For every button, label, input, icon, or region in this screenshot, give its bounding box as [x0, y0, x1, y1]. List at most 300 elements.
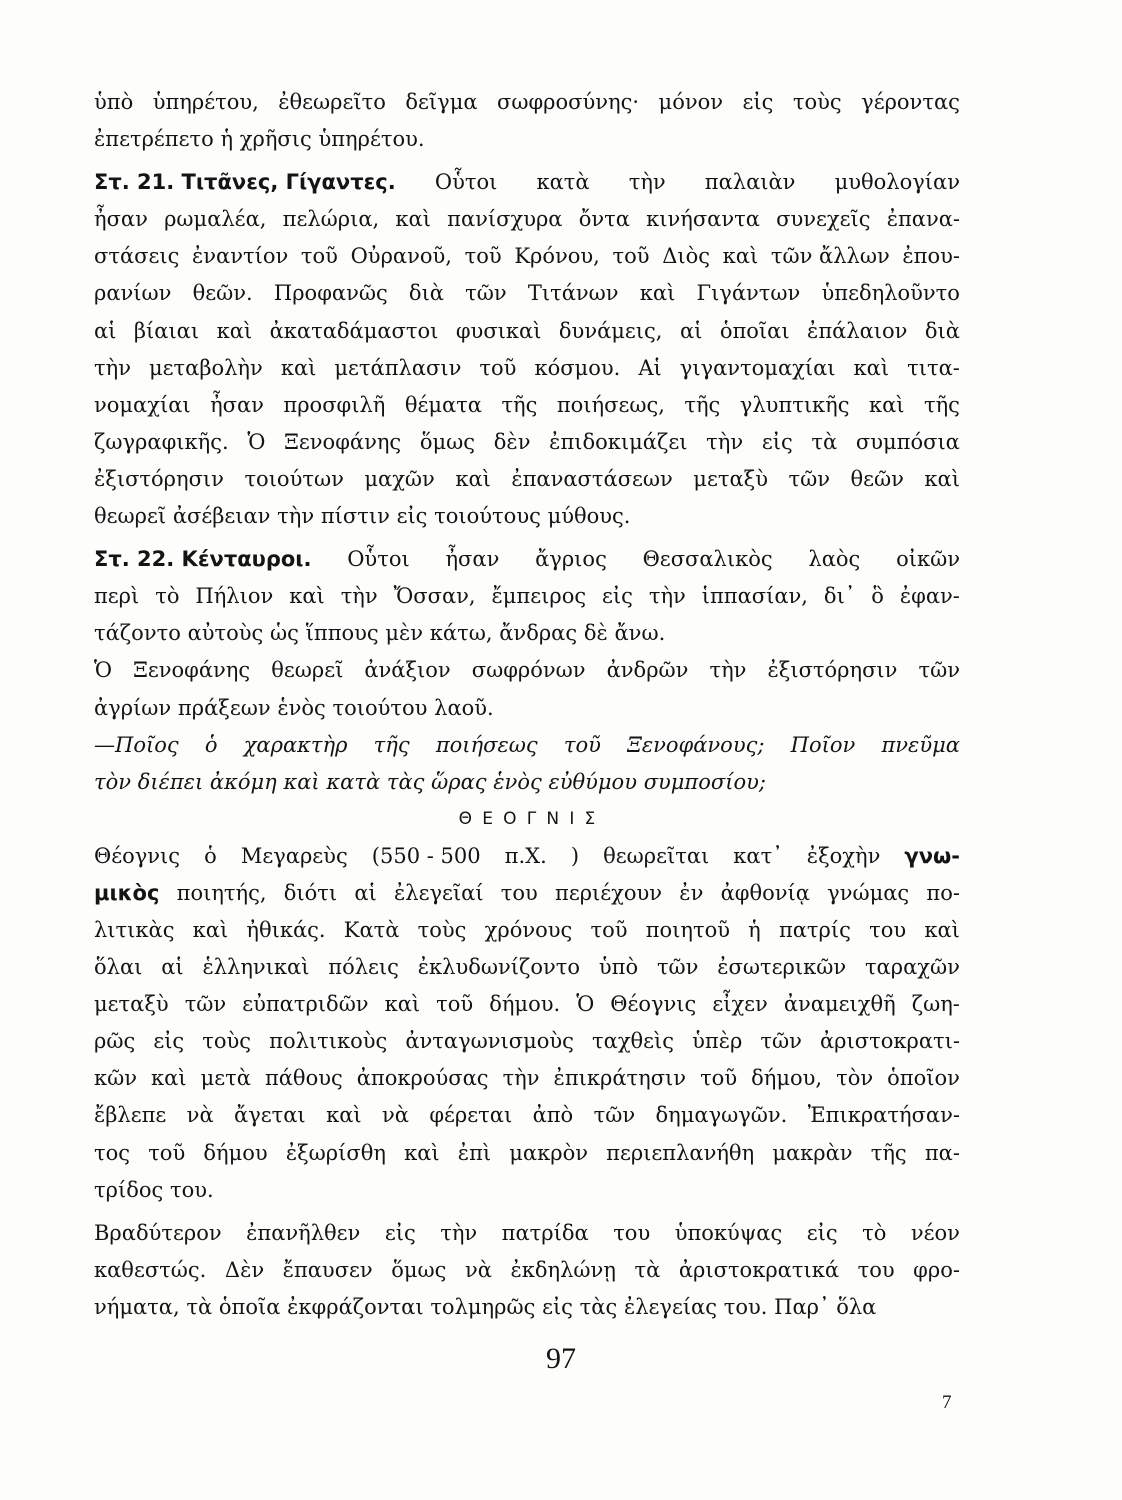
word: πίστιν	[320, 504, 390, 529]
word: Ὁ	[94, 658, 113, 683]
word: μὲν	[385, 621, 424, 646]
word: τῆς	[501, 392, 538, 417]
word: του	[857, 1257, 895, 1282]
text-line	[94, 498, 960, 535]
word: θεῶν	[850, 466, 904, 491]
text-line	[94, 275, 960, 312]
word: Θέογνις	[94, 843, 181, 868]
word: ἐπάλαιον	[807, 318, 908, 343]
word: καὶ	[280, 355, 317, 380]
word: διὰ	[924, 318, 960, 343]
word: ἐν	[679, 880, 704, 905]
word: νὰ	[382, 1103, 409, 1128]
word: νήματα,	[94, 1294, 180, 1319]
word: πολιτικοὺς	[269, 1029, 388, 1054]
word: τῆς	[684, 392, 721, 417]
word: λιτικὰς	[94, 917, 175, 942]
word: θεωρεῖ	[271, 658, 344, 683]
word: κατὰ	[326, 769, 381, 794]
word: κῶν	[94, 1066, 138, 1091]
word: εἰς	[806, 1220, 838, 1245]
text-line	[94, 238, 960, 275]
word: τὴν	[709, 658, 747, 683]
text-line	[94, 1060, 960, 1097]
word: καὶ	[289, 584, 325, 609]
word: ποιητοῦ	[645, 917, 730, 942]
word: εἶχεν	[712, 992, 768, 1017]
word: τολμηρῶς	[430, 1294, 536, 1319]
word: ὑποκύψας	[674, 1220, 783, 1245]
word: χρόνους	[484, 917, 573, 942]
word: διέπει	[137, 769, 204, 794]
word: πόλεις	[328, 955, 399, 980]
word: ὁποῖαι	[719, 318, 790, 343]
word: περιέχουν	[555, 880, 663, 905]
word: εἰς	[153, 1029, 185, 1054]
word: ἑνὸς	[493, 769, 542, 794]
text-line	[94, 313, 960, 350]
word: μετάπλασιν	[334, 355, 462, 380]
text-line	[94, 764, 960, 801]
word: αἱ	[679, 318, 703, 343]
word: (550 - 500	[371, 843, 481, 868]
word: καὶ	[924, 917, 960, 942]
word: καὶ	[404, 1140, 440, 1165]
word: τοῦ	[590, 917, 628, 942]
word: καὶ	[455, 466, 491, 491]
word: καὶ	[192, 917, 229, 942]
word: Ὁ	[576, 992, 595, 1017]
word: διότι	[283, 880, 338, 905]
word: τοῦ	[700, 1066, 738, 1091]
word: ὑπεδηλοῦντο	[821, 281, 960, 306]
word: χρῆσις	[239, 127, 312, 152]
text-line	[94, 949, 960, 986]
word: ὅλα	[836, 1294, 877, 1319]
word: Ποῖον	[790, 732, 856, 757]
word: ἄγριος	[535, 547, 607, 572]
word: πα-	[924, 1140, 960, 1165]
word: τὰς	[386, 769, 425, 794]
word: ἀριστοκρατι-	[820, 1029, 960, 1054]
word: του	[869, 917, 907, 942]
word: ἐπανα-	[886, 207, 960, 232]
word: ἐπου-	[902, 244, 960, 269]
word: μακρὰν	[772, 1140, 853, 1165]
word: σωφροσύνης·	[497, 90, 640, 114]
word: τος	[94, 1140, 131, 1165]
text-line	[94, 838, 960, 875]
word: )	[570, 843, 580, 868]
word: πο-	[926, 880, 960, 905]
text-line	[94, 1172, 960, 1209]
word: μεταξὺ	[94, 992, 169, 1017]
word: μαχῶν	[364, 466, 435, 491]
word: ἠθικάς.	[246, 917, 326, 942]
word: αἱ	[354, 880, 377, 905]
word: τὴν	[94, 355, 131, 380]
word: τῆς	[373, 732, 410, 757]
word: ἀκόμη	[209, 769, 277, 794]
text-line	[94, 541, 960, 578]
word: τοῦ	[563, 732, 601, 757]
word: τὰ	[811, 429, 838, 454]
word: ἀναμειχθῆ	[783, 992, 896, 1017]
word: περιεπλανήθη	[606, 1140, 755, 1165]
word: δημαγωγῶν.	[655, 1103, 788, 1128]
word: ἦσαν	[210, 392, 264, 417]
word: τῶν	[656, 955, 699, 980]
word: ὡς	[270, 621, 299, 646]
word: ἐφαν-	[899, 584, 960, 609]
word: δήμου.	[489, 992, 561, 1017]
word: Ξενοφάνης	[133, 658, 251, 683]
word: ἐκδηλώνῃ	[510, 1257, 616, 1282]
word: τοῦ	[479, 355, 517, 380]
word: τοὺς	[202, 1029, 252, 1054]
word: εἰς	[602, 584, 633, 609]
word: κατ᾽	[733, 843, 783, 868]
word: ποιήσεως,	[556, 392, 665, 417]
word: Θέογνις	[610, 992, 697, 1017]
word: ἵππους	[305, 621, 379, 646]
word: Βραδύτερον	[94, 1220, 222, 1245]
word: ὁ	[204, 732, 218, 757]
word: καὶ	[326, 1103, 362, 1128]
word: ἐπαναστάσεων	[511, 466, 673, 491]
word: ἐσωτερικῶν	[717, 955, 847, 980]
word: τοιούτου	[332, 695, 428, 720]
word: Μεγαρεὺς	[240, 843, 348, 868]
word: ὅμως	[391, 1257, 447, 1282]
word: τοῦ	[464, 244, 502, 269]
word: εἰς	[396, 504, 428, 529]
word: τοῦ	[300, 244, 338, 269]
text-line	[94, 1135, 960, 1172]
text-line	[94, 461, 960, 498]
word: εἰς	[384, 1220, 416, 1245]
word: τοιούτων	[244, 466, 344, 491]
word: ἐπετρέπετο	[94, 127, 214, 152]
word: Διὸς	[662, 244, 710, 269]
word: ὑπηρέτου,	[152, 90, 259, 114]
word: καὶ	[924, 466, 960, 491]
text-line	[94, 690, 960, 727]
word: Τιτάνων	[527, 281, 619, 306]
text-line	[94, 1097, 960, 1134]
word: ἐθεωρεῖτο	[278, 90, 386, 114]
word: ὑπηρέτου.	[318, 127, 425, 152]
word: φυσικαὶ	[455, 318, 542, 343]
word: κινήσαντα	[646, 207, 760, 232]
word: τὴν	[502, 1066, 540, 1091]
word: μύθους.	[547, 504, 631, 529]
word: ἀνάξιον	[364, 658, 451, 683]
word: μικὸς	[94, 880, 160, 905]
word: τὸν	[836, 1066, 874, 1091]
word: τῶν	[918, 658, 960, 683]
word: ταραχῶν	[864, 955, 960, 980]
word: στάσεις	[94, 244, 180, 269]
word: τὸ	[862, 1220, 887, 1245]
word: ἔμπειρος	[491, 584, 587, 609]
word: του	[613, 1220, 651, 1245]
text-line	[94, 201, 960, 238]
word: τοὺς	[792, 90, 842, 114]
word: θεῶν.	[192, 281, 253, 306]
word: ὁποῖα	[218, 1294, 281, 1319]
word: τὸ	[155, 584, 180, 609]
word: τὸν	[94, 769, 132, 794]
word: δι᾽	[823, 584, 856, 609]
word: μεταξὺ	[693, 466, 768, 491]
word: τῶν	[788, 466, 830, 491]
word: γέροντας	[861, 90, 960, 114]
text-line	[94, 578, 960, 615]
word: ὑπὸ	[598, 955, 639, 980]
word: Στ. 22. Κένταυροι.	[94, 547, 312, 572]
word: Κατὰ	[343, 917, 400, 942]
word: Οὗτοι	[347, 547, 410, 572]
word: γνω-	[904, 843, 960, 868]
text-line	[94, 424, 960, 461]
word: ὥρας	[431, 769, 487, 794]
page-number: 97	[546, 1342, 576, 1375]
word: καὶ	[151, 1066, 187, 1091]
word: ἔπαυσεν	[282, 1257, 373, 1282]
word: ἐπιδοκιμάζει	[549, 429, 688, 454]
word: τὴν	[440, 1220, 478, 1245]
word: του.	[169, 1177, 214, 1202]
word: Αἱ	[638, 355, 662, 380]
word: τὰ	[634, 1257, 661, 1282]
word: ὁ	[204, 843, 217, 868]
word: ἀνταγωνισμοὺς	[405, 1029, 574, 1054]
page-text	[94, 84, 960, 1326]
word: φρο-	[913, 1257, 960, 1282]
word: συμποσίου;	[643, 769, 766, 794]
word: βίαιαι	[133, 318, 200, 343]
word: τὰ	[186, 1294, 213, 1319]
word: Στ. 21. Τιτᾶνες, Γίγαντες.	[94, 170, 396, 195]
word: τῶν	[465, 281, 507, 306]
word: ἦσαν	[445, 547, 500, 572]
word: τὰς	[579, 1294, 618, 1319]
text-line	[94, 1215, 960, 1252]
word: τοὺς	[417, 917, 467, 942]
word: καθεστώς.	[94, 1257, 207, 1282]
word: ρανίων	[94, 281, 172, 306]
word: ἀριστοκρατικά	[678, 1257, 840, 1282]
word: θεωρεῖ	[94, 504, 167, 529]
word: μακρὸν	[509, 1140, 588, 1165]
text-line	[94, 875, 960, 912]
section-heading: ΘΕΟΓΝΙΣ	[458, 808, 606, 829]
word: ἐπικράτησιν	[553, 1066, 687, 1091]
word: ἡ	[220, 127, 234, 152]
word: νὰ	[186, 1103, 214, 1128]
word: μυθολογίαν	[834, 170, 960, 195]
word: εἰς	[542, 1294, 573, 1319]
word: ἐξωρίσθη	[285, 1140, 386, 1165]
word: Ὁ	[247, 429, 266, 454]
word: καὶ	[283, 769, 320, 794]
word: εἰς	[742, 90, 774, 114]
word: Οὗτοι	[434, 170, 498, 195]
word: ὄντα	[578, 207, 630, 232]
word: τὴν	[628, 170, 666, 195]
text-line	[94, 121, 960, 158]
word: κόσμου.	[534, 355, 621, 380]
word: τάζοντο	[94, 621, 181, 646]
word: τοῦ	[148, 1140, 186, 1165]
word: ἐξιστόρησιν	[94, 466, 224, 491]
word: καὶ	[395, 207, 431, 232]
word: παλαιὰν	[704, 170, 796, 195]
word: αἱ	[94, 318, 117, 343]
word: καὶ	[853, 355, 890, 380]
word: θέματα	[404, 392, 482, 417]
word: λαοῦ.	[434, 695, 494, 720]
word: ἐξοχὴν	[806, 843, 881, 868]
word: τοῦ	[436, 992, 474, 1017]
word: διὰ	[408, 281, 444, 306]
word: —Ποῖος	[94, 732, 179, 757]
word: αὐτοὺς	[187, 621, 264, 646]
word: τῶν	[184, 992, 227, 1017]
word: ἀφθονίᾳ	[720, 880, 810, 905]
word: ἔβλεπε	[94, 1103, 167, 1128]
word: τὴν	[648, 584, 686, 609]
word: ἦσαν	[94, 207, 148, 232]
word: γνώμας	[827, 880, 910, 905]
word: ἑλληνικαὶ	[202, 955, 310, 980]
word: καὶ	[639, 281, 676, 306]
word: ρωμαλέα,	[164, 207, 267, 232]
word: τιτα-	[907, 355, 960, 380]
word: Θεσσαλικὸς	[642, 547, 773, 572]
word: καὶ	[722, 244, 759, 269]
word: πατρίς	[778, 917, 851, 942]
word: τῆς	[923, 392, 960, 417]
text-line	[94, 652, 960, 689]
word: ὑπὸ	[94, 90, 134, 114]
word: ἐπανῆλθεν	[246, 1220, 361, 1245]
text-line	[94, 1252, 960, 1289]
word: τῆς	[870, 1140, 907, 1165]
word: ὑπὲρ	[692, 1029, 743, 1054]
word: ὅμως	[419, 429, 476, 454]
word: γιγαντομαχίαι	[679, 355, 836, 380]
word: μεταβολὴν	[149, 355, 263, 380]
word: δεῖγμα	[405, 90, 478, 114]
word: τοῦ	[612, 244, 650, 269]
word: ἐξιστόρησιν	[767, 658, 898, 683]
word: αἱ	[161, 955, 184, 980]
word: νὰ	[464, 1257, 492, 1282]
word: Ξενοφάνους;	[627, 732, 765, 757]
word: νέον	[910, 1220, 960, 1245]
word: ὁποῖον	[887, 1066, 960, 1091]
signature-mark: 7	[942, 1392, 952, 1413]
text-line	[94, 84, 960, 121]
text-line	[94, 615, 960, 652]
word: ἀσέβειαν	[172, 504, 271, 529]
word: του	[500, 880, 538, 905]
word: Κρόνου,	[514, 244, 600, 269]
word: οἰκῶν	[896, 547, 960, 572]
text-line	[94, 1289, 960, 1326]
word: μόνον	[658, 90, 724, 114]
word: προσφιλῆ	[283, 392, 386, 417]
word: ἐναντίον	[192, 244, 289, 269]
word: φέρεται	[429, 1103, 513, 1128]
word: ἄνω.	[614, 621, 666, 646]
word: τῶν ἄλλων	[770, 244, 890, 269]
text-line	[94, 164, 960, 201]
word: ἐλεγείας	[623, 1294, 718, 1319]
word: Πήλιον	[195, 584, 274, 609]
word: μετὰ	[200, 1066, 251, 1091]
word: ἐκφράζονται	[287, 1294, 424, 1319]
word: δὲ	[583, 621, 608, 646]
word: πατρίδα	[501, 1220, 589, 1245]
word: ὃ	[871, 584, 884, 609]
word: ζωη-	[911, 992, 960, 1017]
word: χαρακτὴρ	[243, 732, 348, 757]
word: Ξενοφάνης	[284, 429, 402, 454]
word: π.Χ.	[504, 843, 547, 868]
text-line	[94, 1023, 960, 1060]
word: καὶ	[216, 318, 253, 343]
word: ποιητής,	[176, 880, 267, 905]
word: θεωρεῖται	[603, 843, 710, 868]
word: δήμου	[203, 1140, 268, 1165]
word: σωφρόνων	[471, 658, 586, 683]
word: του.	[723, 1294, 768, 1319]
word: τὴν	[340, 584, 378, 609]
word: τρίδος	[94, 1177, 164, 1202]
word: τῶν	[760, 1029, 802, 1054]
word: ποιήσεως	[435, 732, 538, 757]
word: συμπόσια	[855, 429, 960, 454]
word: νομαχίαι	[94, 392, 191, 417]
word: ἀνδρῶν	[606, 658, 689, 683]
text-line	[94, 387, 960, 424]
word: λαὸς	[808, 547, 861, 572]
word: καὶ	[384, 992, 421, 1017]
word: πελώρια,	[282, 207, 380, 232]
text-line	[94, 986, 960, 1023]
word: γλυπτικῆς	[739, 392, 850, 417]
word: καὶ	[868, 392, 905, 417]
word: κατὰ	[536, 170, 590, 195]
word: ἀποκρούσας	[356, 1066, 489, 1091]
word: δήμου,	[751, 1066, 823, 1091]
word: ἐκλυδωνίζοντο	[417, 955, 581, 980]
word: ὅλαι	[94, 955, 143, 980]
word: πνεῦμα	[881, 732, 960, 757]
word: ἄγεται	[234, 1103, 306, 1128]
word: συνεχεῖς	[776, 207, 871, 232]
word: τῶν	[593, 1103, 636, 1128]
word: Οὐρανοῦ,	[350, 244, 452, 269]
word: ταχθεὶς	[592, 1029, 675, 1054]
word: Γιγάντων	[696, 281, 801, 306]
text-line	[94, 912, 960, 949]
word: ἑνὸς	[277, 695, 326, 720]
word: τὴν	[277, 504, 315, 529]
